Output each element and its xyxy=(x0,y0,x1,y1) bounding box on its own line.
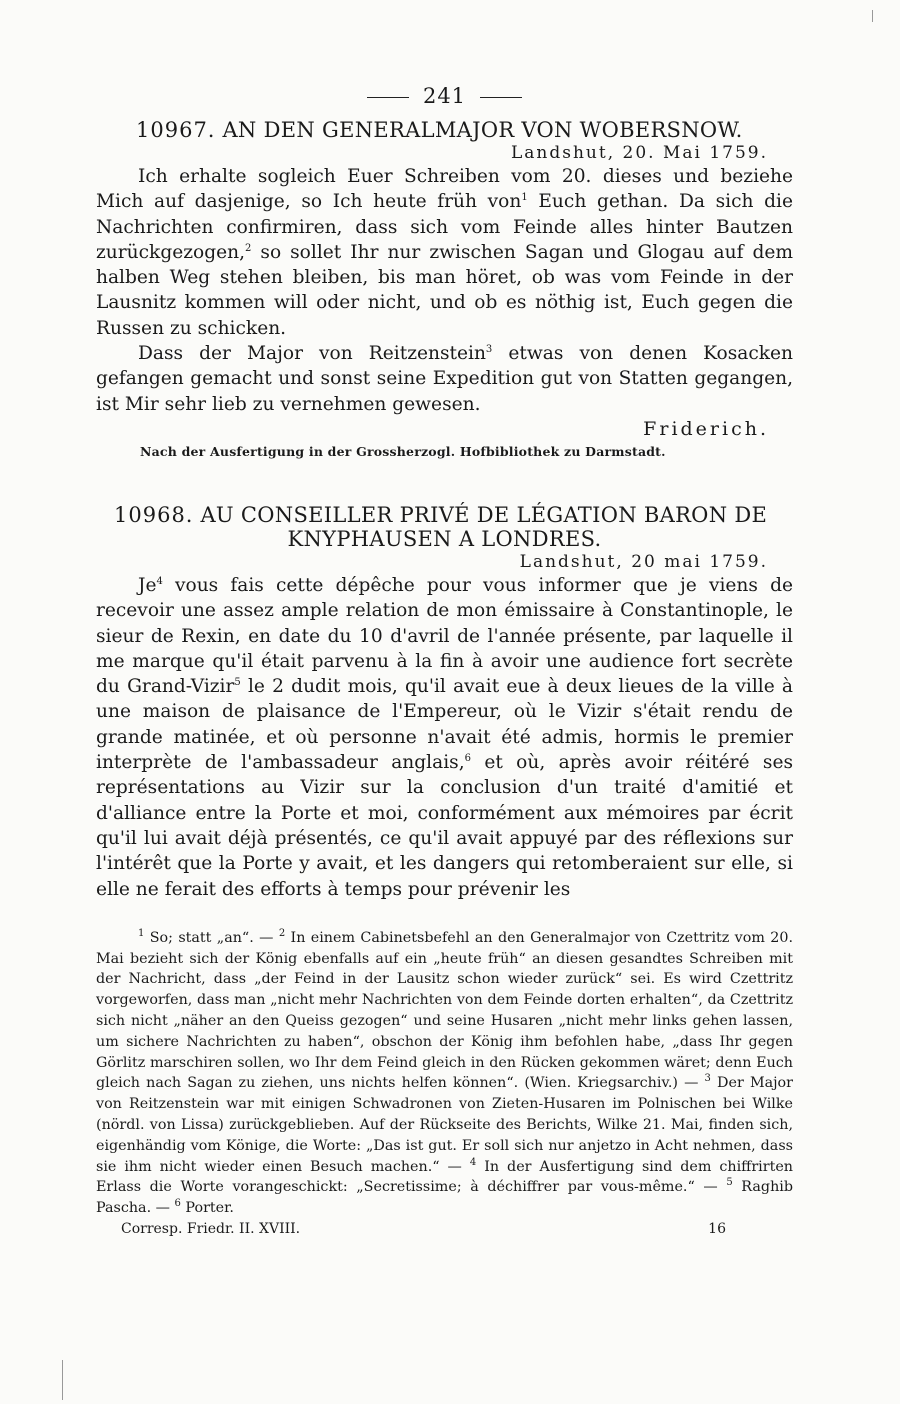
source-note: Nach der Ausfertigung in der Grossherzogl. Hofbibliothek zu Darmstadt. xyxy=(140,443,666,459)
footnote-ref: 4 xyxy=(156,575,163,587)
footnote-text: In der Ausfertigung sind dem chiffrirten Erlass die Worte vorangeschickt: „Secretissime; à déchiffrer par vous-même.“ — xyxy=(96,1158,793,1196)
footnote-ref: 2 xyxy=(245,242,252,254)
text-run: le 2 dudit mois, qu'il avait eue à deux lieues de la ville à une maison de plaisance de l'Empereur, où le Vizir s'était rendu de grande matinée, et où personne n'avait été admis, hormis le premier interprète de l'ambassadeur anglais, xyxy=(96,676,794,774)
text-run: Je xyxy=(138,574,157,596)
footnote-text: In einem Cabinetsbefehl an den Generalmajor von Czettritz vom 20. Mai bezieht sich der König ebenfalls auf ein „heute früh“ an diesen gesandtes Schreiben mit der Nachricht, dass „der Feind in der Lausitz schon wieder zurück“ sei. Es wird Czettritz vorgeworfen, dass man „nicht mehr Nachrichten von dem Feinde dorten erhalten“, da Czettritz sich nicht „näher an den Queiss gezogen“ und seine Husaren „nicht mehr links gehen lassen, um sichere Nachrichten zu haben“, obschon der König ihm befohlen habe, „dass Ihr gegen Görlitz marschiren sollen, wo Ihr dem Feind gleich in den Rücken gekommen wäret; denn Euch gleich nach Sagan zu ziehen, uns nichts helfen können“. (Wien. Kriegsarchiv.) — xyxy=(96,929,794,1092)
footnote-ref: 5 xyxy=(234,676,241,688)
letter-heading xyxy=(96,503,793,527)
scan-edge-line xyxy=(62,1360,63,1400)
letter-number: 10968. xyxy=(114,502,194,527)
text-run: Euch gethan. Da sich die Nachrichten confirmiren, dass sich vom Feinde alles hinter Bautzen zurückgezogen, xyxy=(96,191,793,263)
text-run: etwas von denen Kosacken gefangen gemacht und sonst seine Expedition gut von Statten gegangen, ist Mir sehr lieb zu vernehmen gewesen. xyxy=(96,343,793,415)
footnote-mark: 6 xyxy=(174,1198,181,1210)
footnotes xyxy=(96,928,793,1219)
letter-title: AN DEN GENERALMAJOR VON WOBERSNOW. xyxy=(222,118,743,142)
letter-paragraph xyxy=(96,341,793,417)
letter-title-cont: KNYPHAUSEN A LONDRES. xyxy=(287,526,602,551)
text-run: so sollet Ihr nur zwischen Sagan und Glogau auf dem halben Weg stehen bleiben, bis man höret, ob was vom Feinde in der Lausnitz kommen will oder nicht, und ob es nöthig ist, Euch gegen die Russen zu schicken. xyxy=(96,241,793,339)
footnote-block xyxy=(96,928,793,1219)
footnote-mark: 5 xyxy=(726,1177,733,1189)
footnote-ref: 1 xyxy=(521,192,528,204)
footnote-text: So; statt „an“. — xyxy=(144,929,279,946)
footnote-mark: 4 xyxy=(469,1156,477,1168)
text-run: Ich erhalte sogleich Euer Schreiben vom 20. dieses und beziehe Mich auf dasjenige, so Ich heute früh von xyxy=(96,166,793,213)
footnote-text: Raghib Pascha. — xyxy=(96,1179,794,1217)
letter-heading xyxy=(96,118,793,142)
footnote-text: Porter. xyxy=(180,1200,234,1217)
letter-paragraph xyxy=(96,164,793,341)
sheet-number: 16 xyxy=(708,1220,726,1237)
footnote-ref: 3 xyxy=(485,343,493,355)
rule-left xyxy=(367,97,409,98)
letter-title: AU CONSEILLER PRIVÉ DE LÉGATION BARON DE xyxy=(200,502,768,527)
letter-number: 10967. xyxy=(136,118,216,142)
footnote-mark: 2 xyxy=(278,928,286,940)
text-run: Dass der Major von Reitzenstein xyxy=(138,343,486,365)
letter-paragraph xyxy=(96,573,793,902)
footer-signature-mark: Corresp. Friedr. II. XVIII. xyxy=(121,1220,301,1237)
place-date: Landshut, 20 mai 1759. xyxy=(519,551,768,572)
scan-mark xyxy=(872,10,873,22)
signature: Friderich. xyxy=(643,417,769,440)
footnote-text: Der Major von Reitzenstein war mit einigen Schwadronen von Zieten-Husaren im Polnischen bei Wilke (nördl. von Lissa) zurückgeblieben. Auf der Rückseite des Berichts, Wilke 21. Mai, finden sich, eigenhändig vom Könige, die Worte: „Das ist gut. Er soll sich nur anjetzo in Acht nehmen, dass sie ihm nicht wieder einen Besuch machen.“ — xyxy=(96,1075,793,1175)
page-footer xyxy=(121,1221,726,1237)
footnote-mark: 3 xyxy=(704,1073,711,1085)
page-number: 241 xyxy=(422,84,467,108)
rule-right xyxy=(480,97,522,98)
footnote-ref: 6 xyxy=(464,752,471,764)
text-run: vous fais cette dépêche pour vous informer que je viens de recevoir une assez ample relation de mon émissaire à Constantinople, le sieur de Rexin, en date du 10 d'avril de l'année présente, par laquelle il me marque qu'il était parvenu à la fin à avoir une audience fort secrète du Grand-Vizir xyxy=(96,574,793,698)
page-number-line xyxy=(96,84,793,118)
document-page xyxy=(96,84,793,1237)
footnote-mark: 1 xyxy=(138,928,145,940)
text-run: et où, après avoir réitéré ses représentations au Vizir sur la conclusion d'un traité d'amitié et d'alliance entre la Porte et moi, conformément aux mémoires par écrit qu'il lui avait déjà présentés, ce qu'il avait appuyé par des réflexions sur l'intérêt que la Porte y avait, et les dangers qui retomberaient sur elle, si elle ne ferait des efforts à temps pour prévenir les xyxy=(96,752,793,900)
place-date: Landshut, 20. Mai 1759. xyxy=(510,143,768,163)
